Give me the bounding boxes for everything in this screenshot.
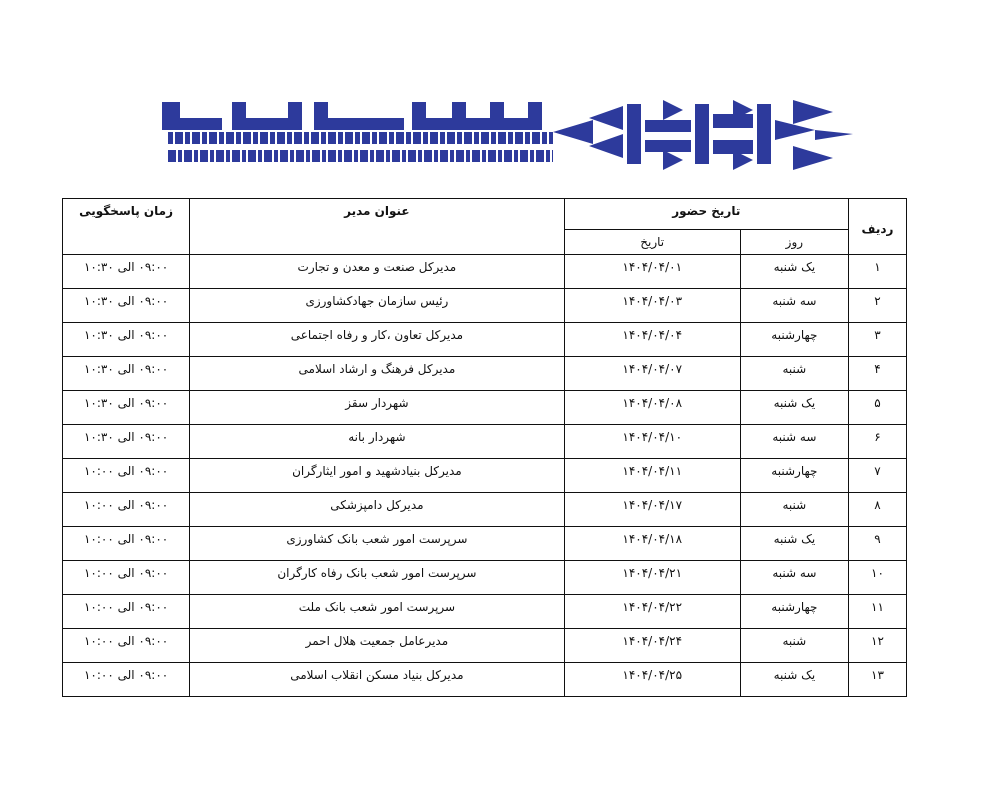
row-manager-title: سرپرست امور شعب بانک رفاه کارگران: [190, 561, 564, 595]
table-row: [63, 527, 907, 561]
row-response-time: ۰۹:۰۰ الی ۱۰:۰۰: [63, 493, 190, 527]
row-manager-title: مدیرکل بنیاد مسکن انقلاب اسلامی: [190, 663, 564, 697]
row-response-time: ۰۹:۰۰ الی ۱۰:۳۰: [63, 357, 190, 391]
table-header-row: [63, 199, 907, 230]
row-response-time: ۰۹:۰۰ الی ۱۰:۳۰: [63, 391, 190, 425]
row-day: سه شنبه: [740, 561, 848, 595]
row-response-time: ۰۹:۰۰ الی ۱۰:۰۰: [63, 595, 190, 629]
row-response-time: ۰۹:۰۰ الی ۱۰:۰۰: [63, 527, 190, 561]
row-index: ۷: [848, 459, 906, 493]
row-manager-title: شهردار بانه: [190, 425, 564, 459]
table-row: [63, 459, 907, 493]
row-manager-title: شهردار سقز: [190, 391, 564, 425]
row-manager-title: سرپرست امور شعب بانک ملت: [190, 595, 564, 629]
row-manager-title: مدیرکل صنعت و معدن و تجارت: [190, 255, 564, 289]
row-response-time: ۰۹:۰۰ الی ۱۰:۳۰: [63, 289, 190, 323]
row-manager-title: مدیرعامل جمعیت هلال احمر: [190, 629, 564, 663]
table-row: [63, 255, 907, 289]
row-index: ۶: [848, 425, 906, 459]
row-index: ۱: [848, 255, 906, 289]
row-response-time: ۰۹:۰۰ الی ۱۰:۰۰: [63, 629, 190, 663]
row-index: ۱۳: [848, 663, 906, 697]
attendance-date-header: تاریخ حضور: [564, 199, 848, 230]
row-day: یک شنبه: [740, 391, 848, 425]
table-row: [63, 493, 907, 527]
table-body: [63, 255, 907, 697]
row-date: ۱۴۰۴/۰۴/۱۷: [564, 493, 740, 527]
table-row: [63, 663, 907, 697]
row-day: سه شنبه: [740, 425, 848, 459]
row-response-time: ۰۹:۰۰ الی ۱۰:۰۰: [63, 561, 190, 595]
row-index: ۱۰: [848, 561, 906, 595]
row-manager-title: مدیرکل تعاون ،کار و رفاه اجتماعی: [190, 323, 564, 357]
row-date: ۱۴۰۴/۰۴/۱۸: [564, 527, 740, 561]
row-day: شنبه: [740, 357, 848, 391]
row-day: چهارشنبه: [740, 595, 848, 629]
schedule-table: [62, 198, 907, 697]
row-index: ۲: [848, 289, 906, 323]
logo-wordmark: [162, 100, 552, 168]
row-date: ۱۴۰۴/۰۴/۲۲: [564, 595, 740, 629]
table-row: [63, 289, 907, 323]
manager-title-header: عنوان مدیر: [190, 199, 564, 255]
table-row: [63, 357, 907, 391]
row-day: یک شنبه: [740, 255, 848, 289]
row-manager-title: مدیرکل فرهنگ و ارشاد اسلامی: [190, 357, 564, 391]
row-day: چهارشنبه: [740, 459, 848, 493]
row-manager-title: مدیرکل دامپزشکی: [190, 493, 564, 527]
row-index: ۸: [848, 493, 906, 527]
table-row: [63, 323, 907, 357]
table-row: [63, 391, 907, 425]
row-index: ۴: [848, 357, 906, 391]
table-row: [63, 561, 907, 595]
response-time-header: زمان پاسخگویی: [63, 199, 190, 255]
row-response-time: ۰۹:۰۰ الی ۱۰:۳۰: [63, 323, 190, 357]
row-date: ۱۴۰۴/۰۴/۲۴: [564, 629, 740, 663]
row-index: ۱۱: [848, 595, 906, 629]
table-row: [63, 629, 907, 663]
row-day: یک شنبه: [740, 663, 848, 697]
row-day: یک شنبه: [740, 527, 848, 561]
row-manager-title: سرپرست امور شعب بانک کشاورزی: [190, 527, 564, 561]
row-date: ۱۴۰۴/۰۴/۲۵: [564, 663, 740, 697]
row-day: شنبه: [740, 629, 848, 663]
row-date: ۱۴۰۴/۰۴/۲۱: [564, 561, 740, 595]
row-date: ۱۴۰۴/۰۴/۰۳: [564, 289, 740, 323]
row-date: ۱۴۰۴/۰۴/۰۱: [564, 255, 740, 289]
table-row: [63, 425, 907, 459]
row-date: ۱۴۰۴/۰۴/۰۴: [564, 323, 740, 357]
day-header: روز: [740, 230, 848, 255]
row-manager-title: رئیس سازمان جهادکشاورزی: [190, 289, 564, 323]
row-manager-title: مدیرکل بنیادشهید و امور ایثارگران: [190, 459, 564, 493]
row-date: ۱۴۰۴/۰۴/۰۷: [564, 357, 740, 391]
row-response-time: ۰۹:۰۰ الی ۱۰:۰۰: [63, 459, 190, 493]
row-date: ۱۴۰۴/۰۴/۱۰: [564, 425, 740, 459]
samad-logo: [158, 100, 848, 170]
row-response-time: ۰۹:۰۰ الی ۱۰:۰۰: [63, 663, 190, 697]
row-index: ۹: [848, 527, 906, 561]
row-day: چهارشنبه: [740, 323, 848, 357]
row-response-time: ۰۹:۰۰ الی ۱۰:۳۰: [63, 255, 190, 289]
row-date: ۱۴۰۴/۰۴/۱۱: [564, 459, 740, 493]
index-header: ردیف: [848, 199, 906, 255]
row-day: سه شنبه: [740, 289, 848, 323]
row-index: ۱۲: [848, 629, 906, 663]
logo-emblem-icon: [553, 100, 853, 170]
row-index: ۳: [848, 323, 906, 357]
row-day: شنبه: [740, 493, 848, 527]
table-row: [63, 595, 907, 629]
row-index: ۵: [848, 391, 906, 425]
date-header: تاریخ: [564, 230, 740, 255]
row-response-time: ۰۹:۰۰ الی ۱۰:۳۰: [63, 425, 190, 459]
row-date: ۱۴۰۴/۰۴/۰۸: [564, 391, 740, 425]
